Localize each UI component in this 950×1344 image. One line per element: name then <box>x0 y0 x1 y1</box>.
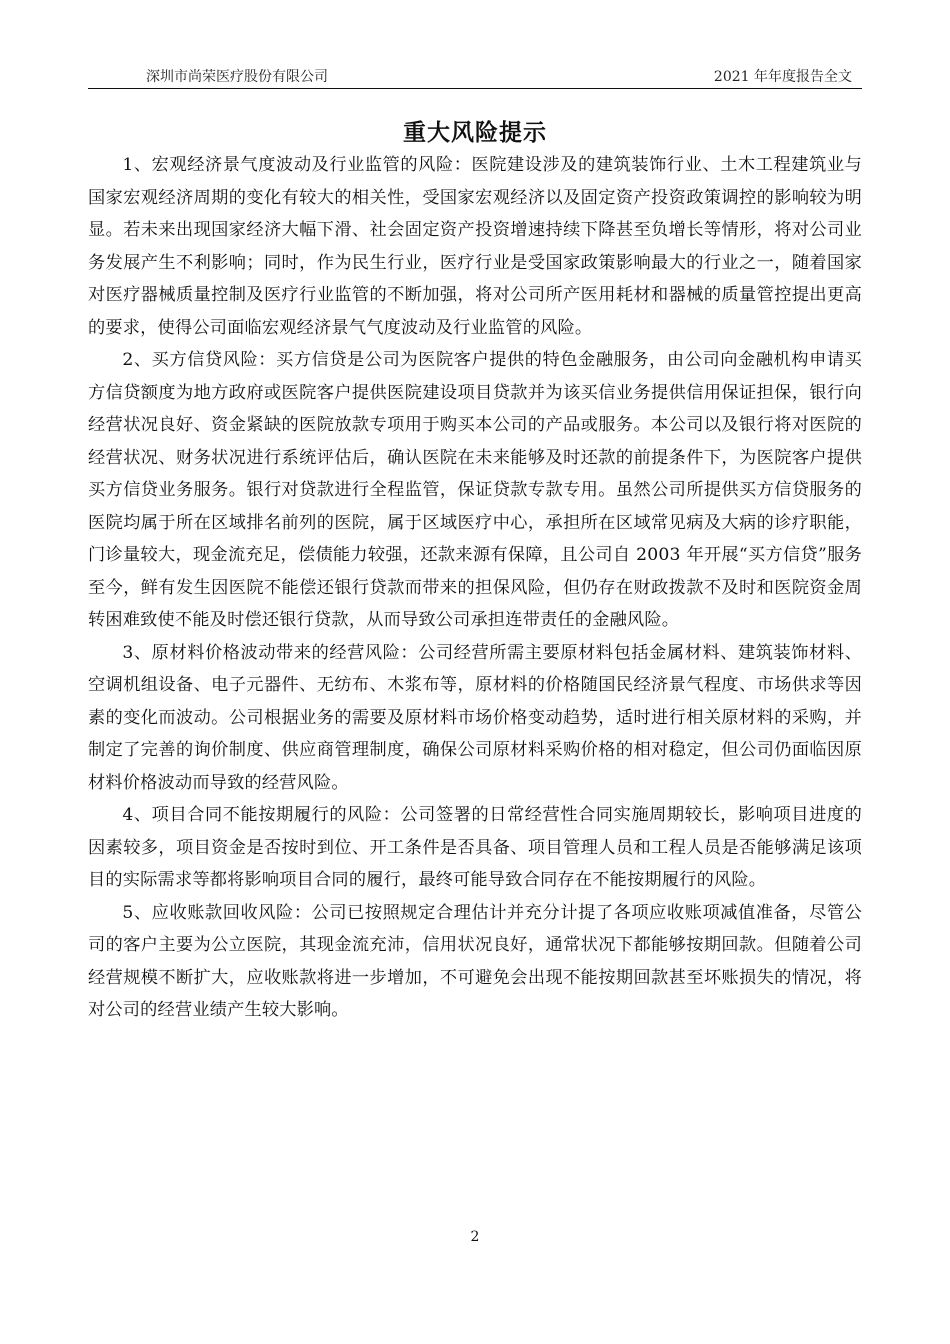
risk-paragraph-2: 2、买方信贷风险：买方信贷是公司为医院客户提供的特色金融服务，由公司向金融机构申请买方信贷额度为地方政府或医院客户提供医院建设项目贷款并为该买信业务提供信用保证担保，银行向经营状况良好、资金紧缺的医院放款专项用于购买本公司的产品或服务。本公司以及银行将对医院的经营状况、财务状况进行系统评估后，确认医院在未来能够及时还款的前提条件下，为医院客户提供买方信贷业务服务。银行对贷款进行全程监管，保证贷款专款专用。虽然公司所提供买方信贷服务的医院均属于所在区域排名前列的医院，属于区域医疗中心，承担所在区域常见病及大病的诊疗职能，门诊量较大，现金流充足，偿债能力较强，还款来源有保障，且公司自 2003 年开展“买方信贷”服务至今，鲜有发生因医院不能偿还银行贷款而带来的担保风险，但仍存在财政拨款不及时和医院资金周转困难致使不能及时偿还银行贷款，从而导致公司承担连带责任的金融风险。 <box>88 350 862 630</box>
page-header <box>88 66 862 88</box>
section-title: 重大风险提示 <box>403 119 547 146</box>
risk-paragraph-3: 3、原材料价格波动带来的经营风险：公司经营所需主要原材料包括金属材料、建筑装饰材料、空调机组设备、电子元器件、无纺布、木浆布等，原材料的价格随国民经济景气程度、市场供求等因素的变化而波动。公司根据业务的需要及原材料市场价格变动趋势，适时进行相关原材料的采购，并制定了完善的询价制度、供应商管理制度，确保公司原材料采购价格的相对稳定，但公司仍面临因原材料价格波动而导致的经营风险。 <box>88 642 862 793</box>
risk-paragraph-5: 5、应收账款回收风险：公司已按照规定合理估计并充分计提了各项应收账项减值准备，尽管公司的客户主要为公立医院，其现金流充沛，信用状况良好，通常状况下都能够按期回款。但随着公司经营规模不断扩大，应收账款将进一步增加，不可避免会出现不能按期回款甚至坏账损失的情况，将对公司的经营业绩产生较大影响。 <box>88 902 862 1020</box>
header-report-title: 2021 年年度报告全文 <box>713 69 852 85</box>
header-company-name: 深圳市尚荣医疗股份有限公司 <box>146 69 328 85</box>
header-divider <box>88 88 862 89</box>
page-number: 2 <box>470 1229 480 1245</box>
risk-paragraph-1: 1、宏观经济景气度波动及行业监管的风险：医院建设涉及的建筑装饰行业、土木工程建筑业与国家宏观经济周期的变化有较大的相关性，受国家宏观经济以及固定资产投资政策调控的影响较为明显。若未来出现国家经济大幅下滑、社会固定资产投资增速持续下降甚至负增长等情形，将对公司业务发展产生不利影响；同时，作为民生行业，医疗行业是受国家政策影响最大的行业之一，随着国家对医疗器械质量控制及医疗行业监管的不断加强，将对公司所产医用耗材和器械的质量管控提出更高的要求，使得公司面临宏观经济景气气度波动及行业监管的风险。 <box>88 155 862 338</box>
risk-paragraph-4: 4、项目合同不能按期履行的风险：公司签署的日常经营性合同实施周期较长，影响项目进度的因素较多，项目资金是否按时到位、开工条件是否具备、项目管理人员和工程人员是否能够满足该项目的实际需求等都将影响项目合同的履行，最终可能导致合同存在不能按期履行的风险。 <box>88 805 862 890</box>
document-body <box>88 149 862 1027</box>
